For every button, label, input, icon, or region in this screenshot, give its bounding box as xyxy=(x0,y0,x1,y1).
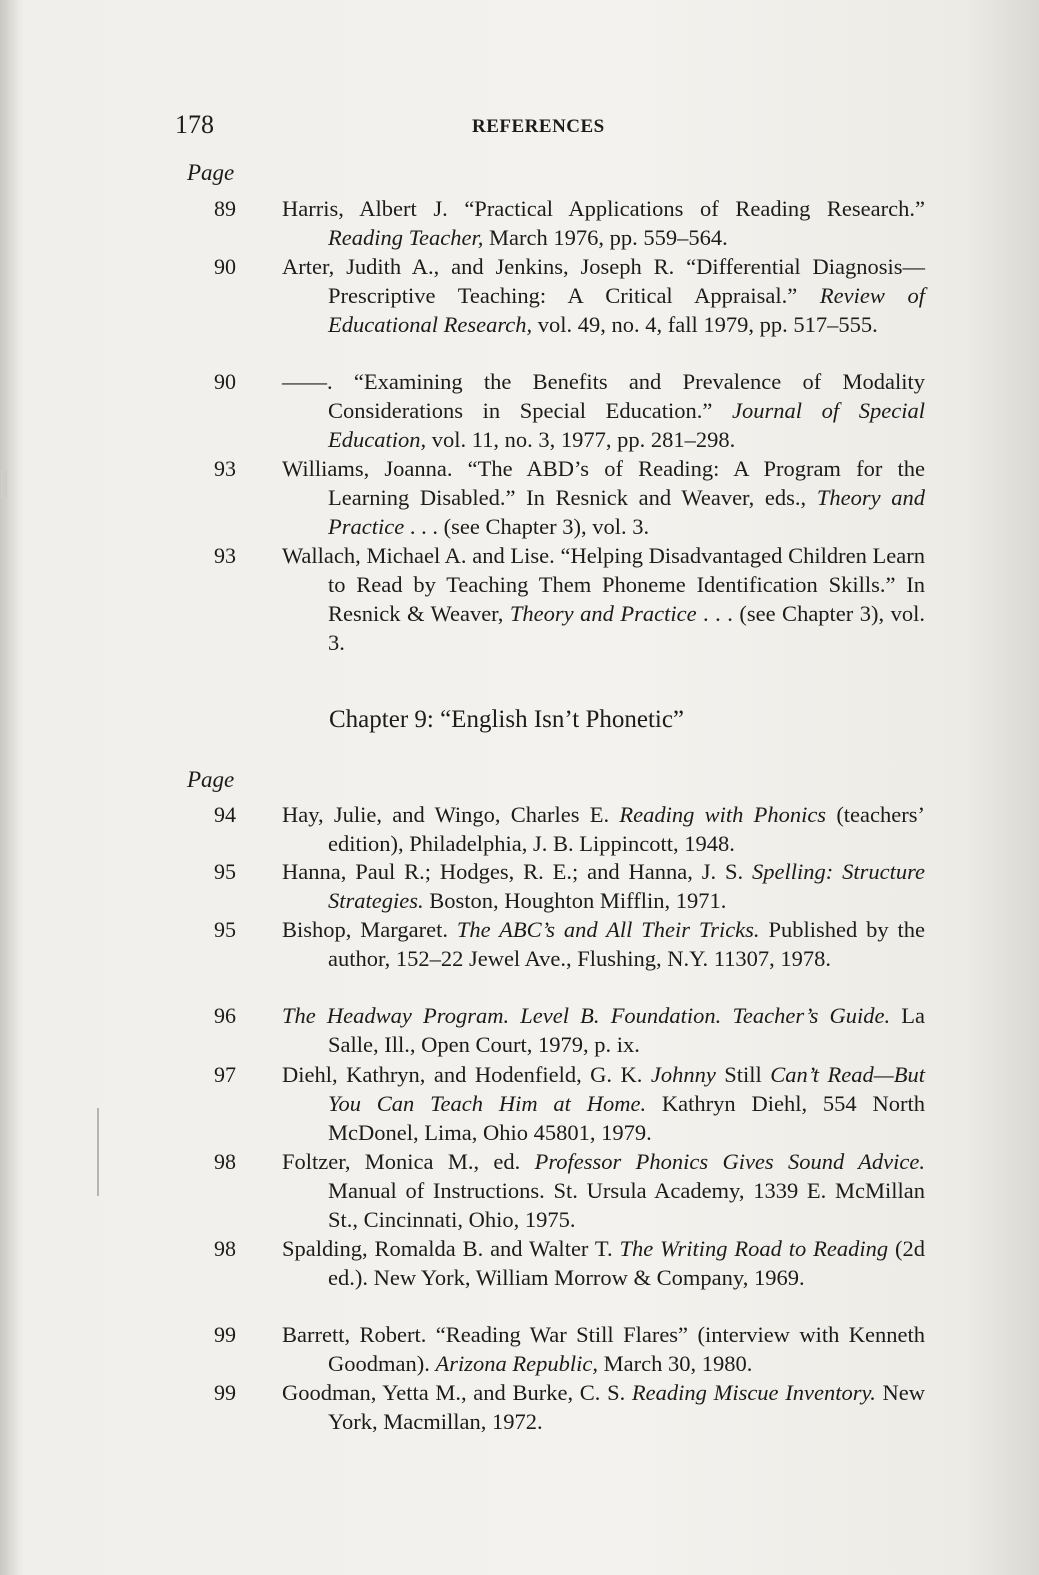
reference-page-number: 89 xyxy=(214,196,236,221)
margin-pencil-mark xyxy=(97,1108,99,1196)
reference-citation: Goodman, Yetta M., and Burke, C. S. Reading Miscue Inventory. New York, Macmillan, 1972. xyxy=(282,1380,925,1434)
reference-page-number: 99 xyxy=(214,1322,236,1347)
reference-citation: The Headway Program. Level B. Foundation. Teacher’s Guide. La Salle, Ill., Open Court, 1979, p. ix. xyxy=(282,1003,926,1057)
reference-page-number: 93 xyxy=(214,456,236,481)
page-column-label: Page xyxy=(187,160,235,185)
reference-citation: ——. “Examining the Benefits and Prevalence of Modality Considerations in Special Education.” Journal of Special Education, vol. 11, no. 3, 1977, pp. 281–298. xyxy=(282,369,925,452)
reference-page-number: 99 xyxy=(214,1380,236,1405)
running-head: REFERENCES xyxy=(472,116,605,137)
reference-citation: Bishop, Margaret. The ABC’s and All Their Tricks. Published by the author, 152–22 Jewel Ave., Flushing, N.Y. 11307, 1978. xyxy=(282,917,926,971)
reference-citation: Diehl, Kathryn, and Hodenfield, G. K. Johnny Still Can’t Read—But You Can Teach Him at Home. Kathryn Diehl, 554 North McDonel, Lima, Ohio 45801, 1979. xyxy=(282,1062,925,1145)
reference-citation: Spalding, Romalda B. and Walter T. The Writing Road to Reading (2d ed.). New York, William Morrow & Company, 1969. xyxy=(282,1236,925,1290)
page-column-label: Page xyxy=(187,767,235,792)
reference-page-number: 98 xyxy=(214,1236,236,1261)
reference-citation: Foltzer, Monica M., ed. Professor Phonics Gives Sound Advice. Manual of Instructions. St. Ursula Academy, 1339 E. McMillan St., Cincinnati, Ohio, 1975. xyxy=(282,1149,925,1232)
reference-page-number: 96 xyxy=(214,1003,236,1028)
margin-blemish xyxy=(1,470,7,498)
chapter-title: Chapter 9: “English Isn’t Phonetic” xyxy=(329,706,685,733)
reference-citation: Hanna, Paul R.; Hodges, R. E.; and Hanna, J. S. Spelling: Structure Strategies. Boston, Houghton Mifflin, 1971. xyxy=(282,859,925,913)
reference-page-number: 95 xyxy=(214,917,236,942)
reference-page-number: 90 xyxy=(214,369,236,394)
page-number: 178 xyxy=(175,110,214,139)
reference-page-number: 98 xyxy=(214,1149,236,1174)
reference-citation: Wallach, Michael A. and Lise. “Helping Disadvantaged Children Learn to Read by Teaching Them Phoneme Identification Skills.” In Resnick & Weaver, Theory and Practice . . . (see Chapter 3), vol. 3. xyxy=(282,543,925,655)
reference-citation: Hay, Julie, and Wingo, Charles E. Reading with Phonics (teachers’ edition), Philadelphia, J. B. Lippincott, 1948. xyxy=(282,802,925,856)
reference-page-number: 93 xyxy=(214,543,236,568)
reference-citation: Harris, Albert J. “Practical Applications of Reading Research.” Reading Teacher, March 1976, pp. 559–564. xyxy=(282,196,925,250)
scan-edge-shadow xyxy=(0,0,18,1575)
reference-citation: Williams, Joanna. “The ABD’s of Reading: A Program for the Learning Disabled.” In Resnick and Weaver, eds., Theory and Practice . . . (see Chapter 3), vol. 3. xyxy=(282,456,925,539)
reference-page-number: 95 xyxy=(214,859,236,884)
reference-citation: Arter, Judith A., and Jenkins, Joseph R. “Differential Diagnosis—Prescriptive Teaching: A Critical Appraisal.” Review of Educational Research, vol. 49, no. 4, fall 1979, pp. 517–555. xyxy=(282,254,925,337)
reference-page-number: 94 xyxy=(214,802,236,827)
reference-citation: Barrett, Robert. “Reading War Still Flares” (interview with Kenneth Goodman). Arizona Republic, March 30, 1980. xyxy=(282,1322,925,1376)
reference-page-number: 90 xyxy=(214,254,236,279)
reference-page-number: 97 xyxy=(214,1062,236,1087)
